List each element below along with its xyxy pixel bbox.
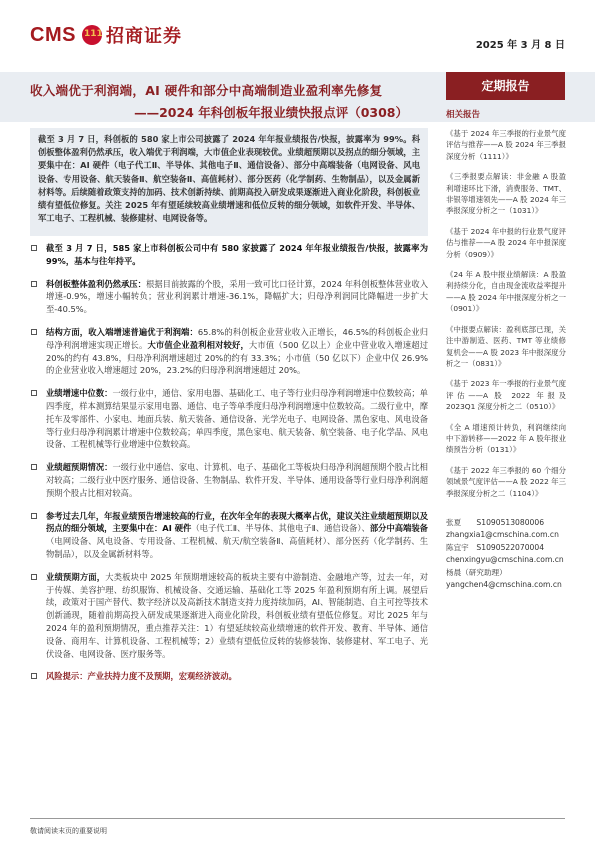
author-entry <box>446 517 566 529</box>
report-subtitle: ——2024 年科创板年报业绩快报点评（0308） <box>134 105 408 120</box>
author-name: 杨晨（研究助理） <box>446 567 507 577</box>
bullet-item <box>30 242 428 268</box>
bullet-list <box>30 242 428 683</box>
bullet-emphasis: 部分中高端装备 <box>369 523 428 534</box>
logo-text-en: CMS <box>30 23 76 46</box>
related-reports-heading: 相关报告 <box>446 110 481 120</box>
bullet-item <box>30 461 428 499</box>
author-code: S1090513080006 <box>476 517 545 527</box>
bullet-item <box>30 278 428 316</box>
footer-note: 敬请阅读末页的重要说明 <box>30 827 107 835</box>
related-report-link[interactable]: 《中报要点解读：盈利底部已现，关注中游制造、医药、TMT 等业绩修复机会——A 股 2023 年中报深度分析之一（0831）》 <box>446 324 566 368</box>
footer-divider <box>30 818 565 819</box>
bullet-item <box>30 510 428 561</box>
checkbox-bullet-icon <box>31 673 37 679</box>
bullet-lead: 参考过去几年，年报业绩预告增速较高的行业，在次年全年的表现大概率占优，建议关注业绩超预期以及拐点的细分领域，主要集中在：AI 硬件 <box>46 510 428 534</box>
checkbox-bullet-icon <box>31 574 37 580</box>
checkbox-bullet-icon <box>31 329 37 335</box>
author-name: 陈宜宇 <box>446 542 469 552</box>
author-name: 张夏 <box>446 517 462 527</box>
bullet-lead: 业绩增速中位数： <box>46 388 113 399</box>
related-report-link[interactable]: 《基于 2023 年一季报的行业景气度评估——A 股 2022 年报及 2023Q1 深度分析之二（0510）》 <box>446 379 566 412</box>
checkbox-bullet-icon <box>31 390 37 396</box>
bullet-body: （电子代工Ⅱ、半导体、其他电子Ⅱ、通信设备）、 <box>191 523 370 534</box>
bullet-lead: 科创板整体盈利仍然承压： <box>46 278 146 289</box>
author-list <box>446 517 566 591</box>
related-report-link[interactable]: 《基于 2024 年中报的行业景气度评估与推荐——A 股 2024 年中报深度分析（0909）》 <box>446 226 566 259</box>
author-email[interactable]: yangchen4@cmschina.com.cn <box>446 580 562 589</box>
author-code: S1090522070004 <box>476 542 545 552</box>
report-date: 2025 年 3 月 8 日 <box>475 40 565 51</box>
checkbox-bullet-icon <box>31 464 37 470</box>
summary-box: 截至 3 月 7 日，科创板的 580 家上市公司披露了 2024 年年报业绩报告/快报，披露率为 99%。科创板整体盈利仍然承压，收入端优于利润端，大市值企业表现较优。业绩超预期以及拐点的细分领域，主要集中在：AI 硬件（电子代工Ⅱ、半导体、其他电子Ⅱ、通信设备）、部分中高端装备（电网设备、风电设备、专用设备、航天装备Ⅱ、航空装备Ⅱ、高值耗材）、部分医药（化学制药、生物制品），以及金属新材料等。后续随着政策支持的加码、技术创新持续、前期高投入研发成果逐渐进入商业化阶段，科创板业绩有望低位修复。关注 2025 年有望延续较高业绩增速和低位反转的细分领域，如软件开发、半导体、军工电子、工程机械、装修建材、电网设备等。 <box>30 128 428 236</box>
checkbox-bullet-icon <box>31 281 37 287</box>
bullet-body: 根据目前披露的个股，采用一致可比口径计算，2024 年科创板整体营业收入增速-0.9%，增速小幅转负；营业利润累计增速-36.1%，降幅扩大；归母净利润同比降幅进一步扩大至-40.5%。 <box>46 278 428 315</box>
bullet-item <box>30 670 428 683</box>
bullet-tail: （电网设备、风电设备、专用设备、工程机械、航天/航空装备Ⅱ、高值耗材）、部分医药（化学制药、生物制品），以及金属新材料等。 <box>46 536 428 559</box>
checkbox-bullet-icon <box>31 245 37 251</box>
author-entry <box>446 567 566 579</box>
bullet-body: 大类板块中 2025 年预期增速较高的板块主要有中游制造、金融地产等，过去一年，对于传媒、美容护理、纺织服饰、机械设备、交通运输、基础化工等 2025 年盈利预期有所上调。展望后续，政策对于国产替代、数字经济以及高新技术制造支持力度持续加码，AI、智能制造、自主可控等技术创新涌现，随着前期高投入研发成果逐渐进入商业化阶段，科创板业绩有望低位修复。对比 2025 年与 2024 年的盈利预期情况，重点推荐关注：1）有望延续较高业绩增速的软件开发、教育、半导体、通信设备、商用车、计算机设备、工程机械等；2）业绩有望低位反转的装修装饰、装修建材、军工电子、光伏设备、电网设备、医疗服务等。 <box>46 571 428 659</box>
bullet-body: 65.8%的科创板企业营业收入正增长，46.5%的科创板企业归母净利润增速实现正增长。 <box>46 326 428 350</box>
bullet-emphasis: 大市值企业盈利相对较好， <box>147 339 249 350</box>
report-type-badge: 定期报告 <box>446 72 565 100</box>
page-header <box>0 0 595 62</box>
bullet-lead: 业绩预期方面， <box>46 571 106 582</box>
author-email[interactable]: chenxingyu@cmschina.com.cn <box>446 555 564 565</box>
author-entry <box>446 542 566 554</box>
bullet-item <box>30 326 428 377</box>
bullet-lead: 截至 3 月 7 日，585 家上市科创板公司中有 580 家披露了 2024 年年报业绩报告/快报，披露率为 99%，基本与往年持平。 <box>46 243 428 266</box>
bullet-item <box>30 571 428 661</box>
related-report-link[interactable]: 《三季报要点解读：非金融 A 股盈利增速环比下滑，消费服务、TMT、非银等增速领先——A 股 2024 年三季报深度分析之一（1031）》 <box>446 172 566 216</box>
cms-logo <box>30 22 182 48</box>
logo-mark-icon <box>82 25 102 45</box>
related-report-link[interactable]: 《24 年 A 股中报业绩解读：A 股盈利持续分化，自由现金流收益率提升——A 股 2024 年中报深度分析之一（0901）》 <box>446 270 566 314</box>
sidebar <box>446 108 566 591</box>
bullet-body: 一级行业中通信、家电、计算机、电子、基础化工等板块归母净利润超预期个股占比相对较高；二级行业中医疗服务、通信设备、生物制品、软件开发、半导体、通用设备等行业归母净利润超预期个股占比相对较高。 <box>46 462 428 498</box>
bullet-item <box>30 387 428 451</box>
checkbox-bullet-icon <box>31 513 37 519</box>
bullet-tail: 大市值（500 亿以上）企业中营业收入增速超过 20%的约有 43.8%，归母净利润增速超过 20%的约有 33.3%；小市值（50 亿以下）企业中仅 26.9%的企业营业收入增速超过 20%，23.2%的归母净利润增速超过 20%。 <box>46 339 428 376</box>
report-title: 收入端优于利润端，AI 硬件和部分中高端制造业盈利率先修复 <box>30 83 383 98</box>
bullet-lead: 业绩超预期情况： <box>46 462 113 473</box>
author-email[interactable]: zhangxia1@cmschina.com.cn <box>446 530 559 540</box>
risk-warning: 风险提示：产业扶持力度不及预期，宏观经济波动。 <box>46 671 237 682</box>
related-report-link[interactable]: 《基于 2024 年三季报的行业景气度评估与推荐——A 股 2024 年三季报深度分析（1111）》 <box>446 129 566 161</box>
bullet-lead: 结构方面，收入端增速普遍优于利润端： <box>46 326 198 337</box>
bullet-body: 一级行业中，通信、家用电器、基础化工、电子等行业归母净利润增速中位数较高；单四季度，样本测算结果显示家用电器、通信、电子等单季度归母净利润增速中位数较高。二级行业中，摩托车及零部件、小家电、地面兵装、航天装备、通信设备、光学光电子、电网设备、黑色家电、风电设备等行业归母净利润累计增速中位数较高；单四季度，黑色家电、航天装备、航空装备、电子化学品、风电设备、工程机械等行业增速中位数较高。 <box>46 388 428 450</box>
logo-text-cn: 招商证券 <box>105 26 182 47</box>
related-report-link[interactable]: 《全 A 增速预计转负，利润继续向中下游转移——2022 年 A 股年报业绩预告分析（0131）》 <box>446 422 566 455</box>
main-content <box>30 128 428 693</box>
related-report-link[interactable]: 《基于 2022 年三季报的 60 个细分领域景气度评估——A 股 2022 年三季报深度分析之二（1104）》 <box>446 465 566 498</box>
